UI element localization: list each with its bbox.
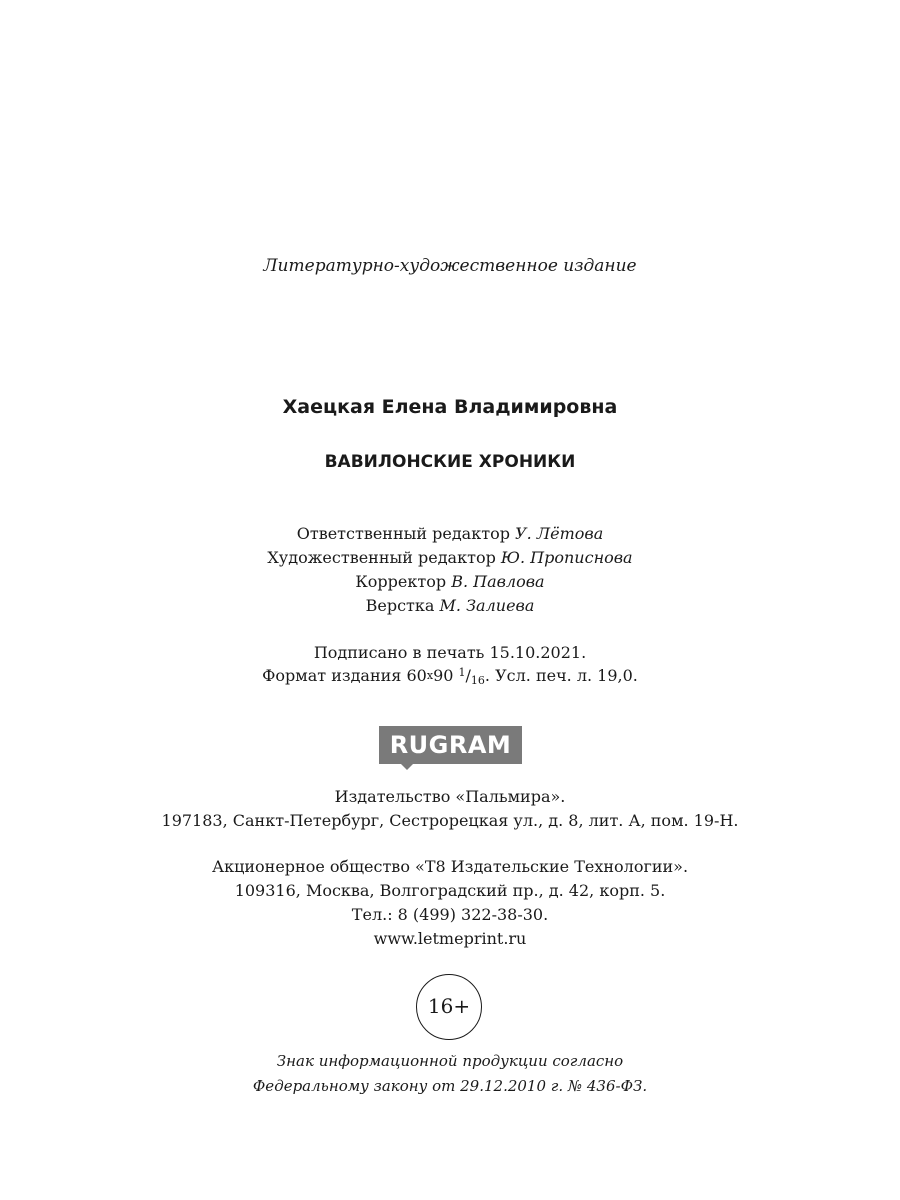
format-height: 90 bbox=[433, 666, 454, 685]
credit-line-editor bbox=[0, 524, 900, 543]
credit-role: Ответственный редактор bbox=[296, 524, 510, 543]
print-format bbox=[0, 666, 900, 685]
credit-role: Художественный редактор bbox=[267, 548, 496, 567]
credit-line-layout bbox=[0, 596, 900, 615]
format-tail: . Усл. печ. л. 19,0. bbox=[484, 666, 638, 685]
publisher-logo bbox=[379, 726, 522, 768]
credit-role: Верстка bbox=[365, 596, 435, 615]
printer-address: 109316, Москва, Волгоградский пр., д. 42, корп. 5. bbox=[234, 881, 666, 900]
printer-phone: Тел.: 8 (499) 322-38-30. bbox=[351, 905, 549, 924]
credit-name: М. Залиева bbox=[439, 596, 535, 615]
credit-name: Ю. Прописнова bbox=[500, 548, 633, 567]
info-notice-line2: Федеральному закону от 29.12.2010 г. № 436-ФЗ. bbox=[252, 1077, 648, 1095]
credit-line-art-editor bbox=[0, 548, 900, 567]
credit-role: Корректор bbox=[355, 572, 447, 591]
printer-name: Акционерное общество «Т8 Издательские Технологии». bbox=[211, 857, 689, 876]
book-title: ВАВИЛОНСКИЕ ХРОНИКИ bbox=[324, 452, 576, 472]
format-fraction-numerator: 1 bbox=[458, 666, 466, 679]
credit-name: У. Лётова bbox=[515, 524, 604, 543]
logo-text: RUGRAM bbox=[379, 726, 522, 764]
signed-to-print: Подписано в печать 15.10.2021. bbox=[313, 643, 587, 662]
publisher-name: Издательство «Пальмира». bbox=[334, 787, 566, 806]
age-rating-badge: 16+ bbox=[416, 974, 482, 1040]
printer-website[interactable]: www.letmeprint.ru bbox=[373, 929, 527, 948]
author-name: Хаецкая Елена Владимировна bbox=[282, 396, 618, 418]
credit-line-proofreader bbox=[0, 572, 900, 591]
info-notice-line1: Знак информационной продукции согласно bbox=[276, 1052, 624, 1070]
format-label: Формат издания 60 bbox=[262, 666, 427, 685]
credit-name: В. Павлова bbox=[451, 572, 545, 591]
format-fraction-denominator: 16 bbox=[470, 674, 485, 687]
format-fraction-slash: / bbox=[465, 666, 471, 685]
publisher-address: 197183, Санкт-Петербург, Сестрорецкая ул., д. 8, лит. А, пом. 19-Н. bbox=[161, 811, 739, 830]
format-times: x bbox=[426, 669, 434, 682]
logo-tab-shape bbox=[401, 764, 413, 770]
genre-label: Литературно-художественное издание bbox=[263, 256, 637, 276]
